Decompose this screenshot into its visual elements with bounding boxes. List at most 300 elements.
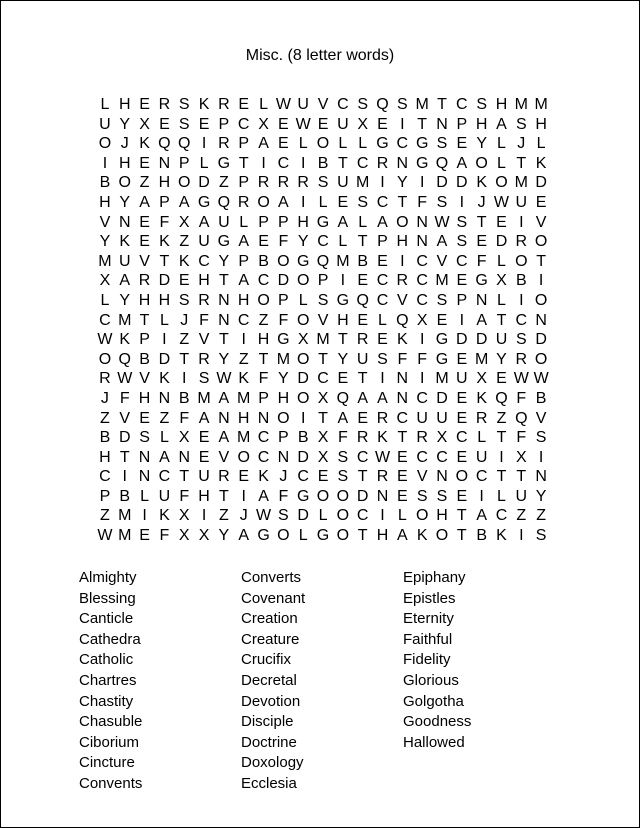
grid-letter: C	[456, 429, 468, 447]
word-item: Glorious	[403, 671, 459, 689]
grid-letter: D	[118, 429, 131, 447]
grid-letter: C	[237, 115, 250, 133]
word-column	[241, 568, 403, 795]
grid-letter: D	[277, 272, 290, 290]
grid-letter: I	[419, 174, 425, 192]
grid-letter: X	[317, 448, 329, 466]
grid-letter: H	[198, 272, 210, 290]
grid-letter: R	[356, 331, 369, 349]
grid-letter: G	[296, 252, 310, 270]
grid-letter: A	[476, 507, 487, 525]
grid-letter: D	[535, 174, 547, 192]
grid-letter: Y	[337, 350, 349, 368]
grid-letter: U	[99, 115, 111, 133]
grid-letter: V	[198, 331, 210, 349]
grid-letter: K	[159, 233, 170, 251]
word-item: Chastity	[79, 692, 134, 710]
grid-letter: P	[278, 429, 289, 447]
grid-letter: S	[436, 291, 448, 309]
grid-letter: E	[139, 527, 150, 545]
grid-letter: C	[416, 448, 428, 466]
grid-letter: T	[318, 350, 328, 368]
grid-row	[95, 409, 551, 429]
grid-letter: X	[317, 429, 329, 447]
grid-letter: E	[397, 487, 408, 505]
grid-letter: L	[338, 135, 348, 153]
grid-letter: C	[376, 272, 389, 290]
grid-letter: I	[241, 331, 246, 349]
grid-letter: X	[357, 115, 369, 133]
grid-letter: I	[162, 331, 167, 349]
grid-letter: E	[456, 409, 468, 427]
grid-letter: B	[178, 389, 190, 407]
grid-letter: P	[238, 252, 250, 270]
grid-letter: Q	[495, 389, 508, 407]
grid-letter: H	[118, 154, 131, 172]
grid-letter: D	[436, 389, 448, 407]
grid-letter: R	[257, 174, 270, 192]
grid-letter: X	[198, 527, 210, 545]
grid-letter: I	[142, 507, 147, 525]
grid-letter: L	[497, 135, 506, 153]
grid-letter: H	[277, 389, 290, 407]
grid-letter: C	[475, 468, 488, 486]
grid-letter: C	[396, 135, 409, 153]
grid-letter: E	[476, 233, 487, 251]
grid-letter: F	[159, 527, 170, 545]
grid-letter: T	[218, 487, 229, 505]
grid-letter: S	[337, 468, 349, 486]
grid-letter: O	[118, 174, 131, 192]
grid-letter: L	[100, 291, 110, 309]
word-column	[79, 568, 241, 795]
grid-letter: C	[99, 468, 111, 486]
letter-grid	[95, 95, 551, 546]
grid-row	[95, 350, 551, 370]
grid-letter: F	[516, 389, 527, 407]
grid-letter: F	[417, 193, 428, 211]
grid-letter: O	[336, 507, 350, 525]
grid-letter: U	[218, 213, 230, 231]
grid-letter: Y	[476, 135, 487, 153]
grid-letter: R	[376, 409, 389, 427]
word-item: Cathedra	[79, 630, 141, 648]
grid-letter: A	[496, 115, 507, 133]
word-column	[403, 568, 565, 795]
grid-letter: A	[218, 429, 230, 447]
grid-letter: L	[140, 487, 150, 505]
grid-letter: C	[356, 507, 369, 525]
grid-letter: I	[261, 154, 266, 172]
grid-letter: S	[337, 448, 349, 466]
grid-letter: E	[258, 233, 269, 251]
grid-letter: Z	[139, 174, 150, 192]
grid-letter: C	[257, 272, 270, 290]
grid-letter: S	[535, 527, 547, 545]
grid-letter: C	[237, 311, 250, 329]
grid-letter: Z	[179, 233, 190, 251]
grid-letter: E	[456, 135, 468, 153]
grid-letter: F	[337, 429, 348, 447]
grid-letter: E	[159, 115, 170, 133]
grid-letter: V	[436, 252, 448, 270]
word-item: Epiphany	[403, 569, 466, 586]
grid-letter: O	[396, 213, 409, 231]
grid-letter: X	[178, 429, 190, 447]
grid-row	[95, 193, 551, 213]
grid-letter: O	[237, 448, 250, 466]
grid-letter: W	[117, 370, 133, 388]
grid-letter: E	[456, 350, 468, 368]
grid-letter: U	[337, 174, 349, 192]
grid-letter: G	[475, 272, 488, 290]
grid-letter: H	[158, 174, 171, 192]
grid-letter: D	[535, 331, 547, 349]
grid-letter: Z	[516, 507, 527, 525]
grid-row	[95, 291, 551, 311]
grid-letter: R	[515, 233, 528, 251]
grid-letter: X	[476, 370, 487, 388]
grid-letter: U	[436, 409, 448, 427]
grid-letter: V	[119, 409, 131, 427]
grid-letter: L	[497, 252, 506, 270]
grid-letter: I	[380, 370, 385, 388]
grid-letter: N	[396, 389, 409, 407]
grid-letter: G	[257, 527, 270, 545]
grid-letter: H	[337, 311, 349, 329]
grid-letter: A	[238, 272, 250, 290]
grid-letter: Q	[118, 350, 131, 368]
grid-letter: W	[275, 96, 291, 113]
grid-letter: E	[496, 213, 507, 231]
grid-letter: T	[516, 468, 527, 486]
word-item: Convents	[79, 774, 143, 792]
word-item: Doxology	[241, 754, 304, 772]
grid-letter: H	[99, 193, 111, 211]
grid-letter: T	[238, 154, 249, 172]
grid-letter: R	[198, 291, 210, 309]
grid-letter: S	[357, 96, 369, 113]
grid-letter: V	[416, 468, 428, 486]
grid-letter: X	[178, 507, 190, 525]
grid-letter: E	[397, 468, 408, 486]
grid-letter: E	[139, 154, 150, 172]
grid-letter: O	[316, 487, 330, 505]
grid-letter: S	[535, 429, 547, 447]
grid-letter: Y	[297, 233, 309, 251]
grid-letter: Y	[218, 252, 230, 270]
grid-letter: E	[456, 448, 468, 466]
grid-letter: W	[97, 527, 113, 545]
grid-letter: E	[139, 409, 150, 427]
grid-letter: O	[534, 350, 548, 368]
grid-letter: Z	[179, 331, 190, 349]
grid-letter: T	[397, 429, 408, 447]
grid-letter: Q	[396, 311, 409, 329]
grid-letter: Z	[238, 350, 249, 368]
grid-letter: Q	[515, 409, 528, 427]
grid-letter: A	[198, 213, 210, 231]
grid-letter: X	[139, 115, 150, 133]
grid-letter: I	[419, 331, 425, 349]
grid-letter: T	[437, 96, 447, 113]
word-item: Chartres	[79, 671, 137, 689]
grid-letter: O	[277, 527, 290, 545]
grid-letter: U	[198, 468, 210, 486]
grid-letter: K	[119, 331, 131, 349]
grid-letter: P	[258, 213, 269, 231]
grid-letter: M	[336, 252, 350, 270]
grid-letter: N	[158, 389, 171, 407]
grid-letter: L	[199, 154, 209, 172]
grid-letter: T	[456, 507, 467, 525]
grid-letter: X	[317, 389, 329, 407]
grid-letter: O	[475, 154, 488, 172]
grid-letter: T	[417, 115, 428, 133]
grid-letter: I	[459, 193, 465, 211]
grid-letter: Q	[356, 291, 369, 309]
word-item: Creature	[241, 630, 300, 648]
grid-letter: I	[300, 193, 306, 211]
grid-letter: G	[316, 527, 330, 545]
grid-row	[95, 526, 551, 546]
grid-letter: B	[357, 252, 369, 270]
grid-letter: B	[535, 389, 547, 407]
grid-letter: H	[138, 291, 151, 309]
grid-letter: R	[416, 429, 428, 447]
grid-letter: T	[496, 468, 507, 486]
word-item: Hallowed	[403, 733, 465, 751]
grid-letter: N	[475, 291, 488, 309]
grid-letter: E	[139, 213, 150, 231]
grid-letter: E	[357, 311, 369, 329]
grid-letter: K	[178, 252, 190, 270]
grid-letter: O	[277, 409, 290, 427]
grid-letter: P	[278, 291, 289, 309]
grid-letter: A	[337, 213, 349, 231]
grid-letter: C	[257, 429, 270, 447]
grid-letter: C	[158, 468, 171, 486]
grid-letter: L	[318, 507, 328, 525]
grid-letter: Y	[397, 174, 408, 192]
grid-letter: D	[297, 448, 309, 466]
grid-letter: O	[336, 487, 350, 505]
grid-letter: S	[178, 96, 190, 113]
grid-letter: L	[497, 291, 506, 309]
word-item: Decretal	[241, 671, 297, 689]
word-item: Blessing	[79, 589, 136, 607]
grid-letter: W	[533, 370, 549, 388]
grid-letter: I	[538, 272, 544, 290]
grid-letter: C	[376, 291, 389, 309]
grid-letter: O	[534, 291, 548, 309]
puzzle-title: Misc. (8 letter words)	[245, 47, 395, 64]
grid-letter: B	[99, 429, 111, 447]
grid-letter: S	[317, 291, 329, 309]
grid-letter: E	[178, 272, 190, 290]
grid-letter: M	[316, 331, 330, 349]
grid-letter: E	[456, 272, 468, 290]
grid-letter: A	[159, 448, 170, 466]
grid-letter: V	[535, 213, 547, 231]
grid-letter: A	[377, 389, 388, 407]
grid-letter: F	[278, 311, 289, 329]
grid-letter: S	[178, 291, 190, 309]
grid-letter: L	[536, 135, 546, 153]
grid-letter: I	[459, 311, 465, 329]
grid-letter: R	[218, 96, 230, 113]
grid-letter: M	[276, 350, 291, 368]
grid-letter: M	[118, 311, 132, 329]
grid-letter: A	[258, 135, 269, 153]
grid-letter: O	[534, 233, 548, 251]
grid-letter: K	[377, 429, 388, 447]
grid-letter: K	[159, 507, 170, 525]
grid-letter: T	[496, 311, 507, 329]
grid-letter: B	[139, 350, 150, 368]
grid-letter: Z	[258, 311, 269, 329]
grid-letter: P	[258, 389, 269, 407]
grid-letter: Q	[158, 135, 171, 153]
grid-letter: I	[102, 154, 108, 172]
grid-letter: H	[138, 389, 151, 407]
grid-letter: K	[397, 331, 408, 349]
grid-letter: H	[257, 331, 270, 349]
grid-letter: C	[317, 370, 329, 388]
grid-letter: F	[516, 429, 527, 447]
grid-letter: O	[316, 135, 330, 153]
grid-letter: R	[396, 272, 409, 290]
grid-letter: W	[493, 193, 510, 211]
grid-letter: T	[337, 154, 348, 172]
grid-letter: W	[97, 331, 113, 349]
grid-letter: Y	[278, 370, 289, 388]
grid-letter: S	[397, 96, 408, 113]
grid-letter: X	[436, 429, 448, 447]
grid-letter: B	[317, 154, 329, 172]
grid-letter: G	[316, 213, 330, 231]
grid-letter: H	[436, 507, 448, 525]
grid-letter: K	[476, 174, 487, 192]
grid-letter: I	[499, 448, 504, 466]
grid-letter: U	[475, 448, 488, 466]
grid-letter: B	[297, 429, 309, 447]
grid-letter: C	[515, 311, 528, 329]
grid-letter: A	[238, 233, 250, 251]
grid-letter: R	[138, 272, 151, 290]
grid-letter: K	[119, 233, 131, 251]
grid-letter: U	[515, 487, 528, 505]
grid-letter: M	[415, 96, 429, 113]
grid-letter: K	[535, 154, 547, 172]
grid-letter: U	[416, 409, 428, 427]
grid-row	[95, 95, 551, 115]
grid-letter: K	[496, 527, 507, 545]
grid-letter: T	[159, 252, 170, 270]
grid-letter: L	[397, 507, 407, 525]
grid-letter: N	[158, 154, 171, 172]
grid-letter: T	[337, 331, 348, 349]
grid-letter: N	[138, 448, 151, 466]
grid-row	[95, 369, 551, 389]
word-item: Devotion	[241, 692, 301, 710]
grid-letter: H	[237, 291, 250, 309]
grid-letter: T	[397, 193, 408, 211]
grid-letter: E	[238, 468, 250, 486]
grid-letter: I	[241, 487, 246, 505]
grid-letter: R	[515, 350, 528, 368]
grid-letter: O	[277, 252, 290, 270]
grid-letter: J	[477, 193, 486, 211]
grid-letter: Y	[496, 350, 507, 368]
grid-letter: A	[258, 487, 269, 505]
grid-letter: E	[456, 389, 468, 407]
grid-letter: U	[337, 115, 349, 133]
word-item: Faithful	[403, 630, 453, 648]
grid-letter: Y	[119, 291, 131, 309]
grid-letter: S	[416, 487, 428, 505]
grid-letter: M	[118, 527, 132, 545]
grid-letter: C	[396, 409, 409, 427]
grid-letter: S	[436, 193, 448, 211]
grid-letter: O	[455, 468, 469, 486]
grid-letter: C	[416, 272, 428, 290]
grid-letter: S	[317, 174, 329, 192]
grid-letter: Q	[217, 193, 231, 211]
grid-letter: A	[139, 193, 150, 211]
grid-letter: H	[297, 213, 309, 231]
grid-letter: D	[456, 331, 468, 349]
grid-letter: F	[476, 252, 487, 270]
grid-letter: I	[400, 252, 405, 270]
grid-letter: C	[277, 154, 290, 172]
grid-letter: L	[378, 311, 387, 329]
word-item: Eternity	[403, 610, 454, 628]
grid-row	[95, 271, 551, 291]
grid-letter: U	[456, 370, 468, 388]
grid-letter: F	[397, 350, 408, 368]
grid-letter: N	[257, 409, 270, 427]
grid-letter: F	[417, 350, 428, 368]
grid-letter: L	[298, 135, 308, 153]
grid-letter: Z	[218, 507, 229, 525]
grid-letter: I	[340, 272, 346, 290]
grid-letter: Z	[536, 507, 547, 525]
grid-letter: E	[139, 233, 150, 251]
grid-letter: M	[514, 96, 528, 113]
grid-letter: D	[297, 370, 309, 388]
grid-letter: M	[197, 389, 211, 407]
grid-letter: O	[296, 350, 310, 368]
grid-letter: M	[435, 272, 449, 290]
grid-letter: W	[295, 115, 311, 133]
grid-letter: F	[278, 233, 289, 251]
grid-letter: S	[377, 350, 388, 368]
grid-letter: A	[218, 389, 230, 407]
grid-letter: P	[99, 487, 111, 505]
grid-letter: T	[258, 350, 269, 368]
grid-letter: O	[257, 291, 270, 309]
grid-letter: Q	[316, 252, 330, 270]
grid-letter: B	[515, 272, 527, 290]
grid-row	[95, 115, 551, 135]
grid-letter: R	[277, 174, 290, 192]
grid-letter: J	[120, 135, 129, 153]
word-item: Goodness	[403, 713, 472, 731]
grid-letter: T	[218, 331, 229, 349]
grid-letter: E	[377, 115, 388, 133]
grid-letter: V	[218, 448, 230, 466]
